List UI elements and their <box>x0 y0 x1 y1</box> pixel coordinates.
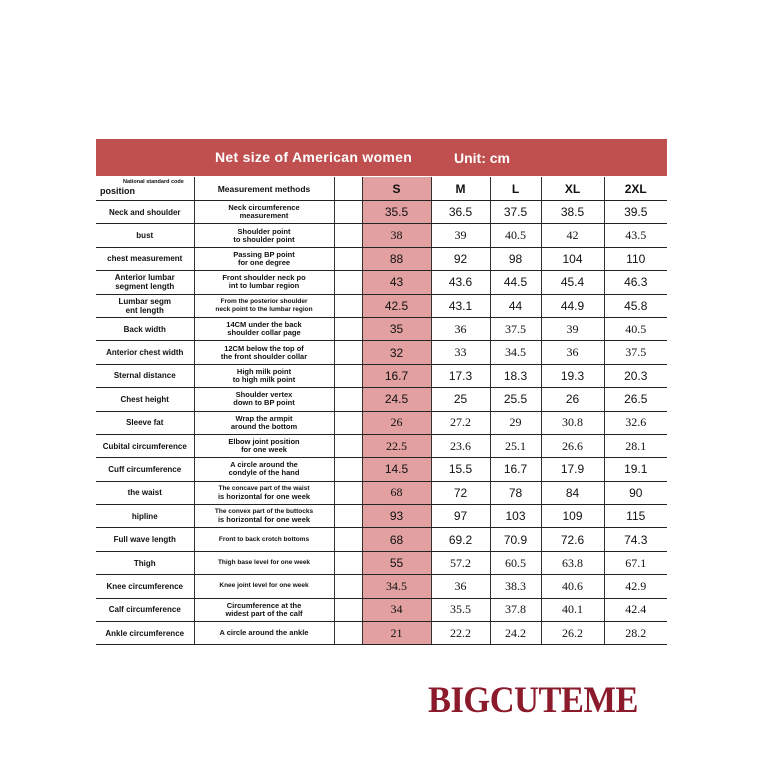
blank-cell <box>334 341 362 364</box>
value-cell-l: 34.5 <box>490 341 541 364</box>
value-cell-l: 18.3 <box>490 364 541 387</box>
method-cell <box>194 388 334 411</box>
value-cell-s: 21 <box>362 622 431 645</box>
value-cell-s: 24.5 <box>362 388 431 411</box>
method-text: Thigh base level for one week <box>217 559 311 567</box>
table-row <box>96 528 667 551</box>
position-cell <box>96 364 194 387</box>
position-cell <box>96 622 194 645</box>
position-label: Cuff circumference <box>108 464 182 474</box>
value-cell-xl: 44.9 <box>541 294 604 317</box>
method-text: Neck circumference <box>228 203 300 213</box>
value-cell-2xl: 37.5 <box>604 341 667 364</box>
value-cell-s: 35 <box>362 317 431 340</box>
chart-banner <box>96 139 667 176</box>
blank-cell <box>334 505 362 528</box>
position-cell <box>96 388 194 411</box>
value-cell-l: 37.5 <box>490 201 541 224</box>
method-text: Wrap the armpit <box>235 413 293 423</box>
position-label: Chest height <box>120 394 169 404</box>
method-cell <box>194 551 334 574</box>
method-cell <box>194 201 334 224</box>
size-header-s: S <box>362 177 431 201</box>
method-cell <box>194 458 334 481</box>
blank-cell <box>334 598 362 621</box>
table-row <box>96 598 667 621</box>
method-text: condyle of the hand <box>228 468 300 478</box>
value-cell-l: 103 <box>490 505 541 528</box>
position-cell <box>96 481 194 504</box>
method-cell <box>194 434 334 457</box>
value-cell-l: 44 <box>490 294 541 317</box>
blank-cell <box>334 247 362 270</box>
position-cell <box>96 271 194 294</box>
value-cell-m: 36 <box>431 317 490 340</box>
table-row <box>96 364 667 387</box>
method-cell <box>194 224 334 247</box>
table-row <box>96 551 667 574</box>
value-cell-s: 22.5 <box>362 434 431 457</box>
size-header-l: L <box>490 177 541 201</box>
blank-cell <box>334 271 362 294</box>
value-cell-m: 43.1 <box>431 294 490 317</box>
position-header: position <box>100 186 135 196</box>
value-cell-2xl: 28.1 <box>604 434 667 457</box>
position-label: Lumbar segm <box>118 296 171 306</box>
table-row <box>96 411 667 434</box>
method-text: Front shoulder neck po <box>222 273 306 283</box>
blank-cell <box>334 575 362 598</box>
value-cell-l: 78 <box>490 481 541 504</box>
value-cell-l: 25.1 <box>490 434 541 457</box>
value-cell-l: 16.7 <box>490 458 541 481</box>
value-cell-m: 39 <box>431 224 490 247</box>
value-cell-m: 69.2 <box>431 528 490 551</box>
method-text: Circumference at the <box>226 600 302 610</box>
position-cell <box>96 598 194 621</box>
method-text: Knee joint level for one week <box>219 582 309 590</box>
value-cell-s: 34.5 <box>362 575 431 598</box>
value-cell-xl: 17.9 <box>541 458 604 481</box>
method-cell <box>194 575 334 598</box>
value-cell-2xl: 46.3 <box>604 271 667 294</box>
method-text: Front to back crotch bottoms <box>218 535 310 543</box>
position-cell <box>96 551 194 574</box>
method-text: High milk point <box>236 366 292 376</box>
position-cell <box>96 317 194 340</box>
blank-cell <box>334 224 362 247</box>
value-cell-m: 33 <box>431 341 490 364</box>
value-cell-2xl: 39.5 <box>604 201 667 224</box>
position-label: Sternal distance <box>113 371 176 381</box>
table-row <box>96 622 667 645</box>
value-cell-2xl: 19.1 <box>604 458 667 481</box>
table-row <box>96 271 667 294</box>
table-row <box>96 341 667 364</box>
value-cell-m: 17.3 <box>431 364 490 387</box>
method-text: is horizontal for one week <box>217 491 311 501</box>
method-cell <box>194 481 334 504</box>
value-cell-xl: 19.3 <box>541 364 604 387</box>
method-text: Passing BP point <box>233 249 295 259</box>
value-cell-2xl: 74.3 <box>604 528 667 551</box>
value-cell-s: 42.5 <box>362 294 431 317</box>
table-row <box>96 575 667 598</box>
position-label: segment length <box>115 282 175 292</box>
blank-cell <box>334 528 362 551</box>
position-cell <box>96 575 194 598</box>
value-cell-l: 60.5 <box>490 551 541 574</box>
method-text: measurement <box>239 211 289 221</box>
value-cell-2xl: 45.8 <box>604 294 667 317</box>
method-text: A circle around the ankle <box>219 628 309 638</box>
method-cell <box>194 317 334 340</box>
value-cell-m: 36.5 <box>431 201 490 224</box>
method-text: to shoulder point <box>233 234 295 244</box>
method-cell <box>194 247 334 270</box>
value-cell-xl: 40.6 <box>541 575 604 598</box>
value-cell-m: 35.5 <box>431 598 490 621</box>
method-text: A circle around the <box>230 460 298 470</box>
position-cell <box>96 294 194 317</box>
position-label: hipline <box>131 511 158 521</box>
national-code-label: National standard code <box>123 179 184 185</box>
chart-title: Net size of American women <box>215 149 413 165</box>
position-cell <box>96 411 194 434</box>
value-cell-m: 72 <box>431 481 490 504</box>
method-text: is horizontal for one week <box>217 515 311 525</box>
value-cell-xl: 26.2 <box>541 622 604 645</box>
method-text: around the bottom <box>230 421 298 431</box>
value-cell-xl: 38.5 <box>541 201 604 224</box>
position-label: Knee circumference <box>106 581 183 591</box>
value-cell-l: 38.3 <box>490 575 541 598</box>
method-text: The concave part of the waist <box>218 484 310 492</box>
value-cell-s: 55 <box>362 551 431 574</box>
method-cell <box>194 294 334 317</box>
method-text: From the posterior shoulder <box>220 297 308 305</box>
method-cell <box>194 364 334 387</box>
value-cell-m: 23.6 <box>431 434 490 457</box>
method-text: The convex part of the buttocks <box>214 508 314 516</box>
value-cell-2xl: 115 <box>604 505 667 528</box>
blank-cell <box>334 388 362 411</box>
value-cell-2xl: 28.2 <box>604 622 667 645</box>
table-row <box>96 317 667 340</box>
value-cell-2xl: 26.5 <box>604 388 667 411</box>
value-cell-xl: 45.4 <box>541 271 604 294</box>
blank-cell <box>334 551 362 574</box>
value-cell-xl: 36 <box>541 341 604 364</box>
value-cell-2xl: 67.1 <box>604 551 667 574</box>
size-header-xl: XL <box>541 177 604 201</box>
value-cell-2xl: 42.9 <box>604 575 667 598</box>
value-cell-m: 43.6 <box>431 271 490 294</box>
methods-header: Measurement methods <box>194 177 334 201</box>
value-cell-s: 93 <box>362 505 431 528</box>
value-cell-xl: 30.8 <box>541 411 604 434</box>
value-cell-s: 35.5 <box>362 201 431 224</box>
blank-cell <box>334 434 362 457</box>
position-label: the waist <box>127 488 162 498</box>
value-cell-m: 57.2 <box>431 551 490 574</box>
value-cell-xl: 39 <box>541 317 604 340</box>
value-cell-xl: 40.1 <box>541 598 604 621</box>
method-cell <box>194 505 334 528</box>
position-cell <box>96 201 194 224</box>
value-cell-s: 38 <box>362 224 431 247</box>
method-text: Shoulder point <box>237 226 291 236</box>
position-cell <box>96 505 194 528</box>
method-text: Shoulder vertex <box>235 390 293 400</box>
blank-cell <box>334 294 362 317</box>
brand-logo: BIGCUTEME <box>428 680 638 721</box>
blank-cell <box>334 458 362 481</box>
value-cell-xl: 72.6 <box>541 528 604 551</box>
value-cell-l: 98 <box>490 247 541 270</box>
value-cell-m: 22.2 <box>431 622 490 645</box>
blank-cell <box>334 481 362 504</box>
value-cell-2xl: 43.5 <box>604 224 667 247</box>
table-row <box>96 201 667 224</box>
table-row <box>96 294 667 317</box>
method-text: Elbow joint position <box>228 437 300 447</box>
blank-cell <box>334 201 362 224</box>
table-row <box>96 458 667 481</box>
value-cell-s: 14.5 <box>362 458 431 481</box>
value-cell-xl: 109 <box>541 505 604 528</box>
value-cell-2xl: 90 <box>604 481 667 504</box>
size-header-2xl: 2XL <box>604 177 667 201</box>
value-cell-m: 36 <box>431 575 490 598</box>
position-cell <box>96 458 194 481</box>
method-cell <box>194 411 334 434</box>
position-label: Thigh <box>133 558 156 568</box>
value-cell-xl: 42 <box>541 224 604 247</box>
value-cell-l: 70.9 <box>490 528 541 551</box>
value-cell-l: 24.2 <box>490 622 541 645</box>
table-row <box>96 481 667 504</box>
position-label: Neck and shoulder <box>108 207 181 217</box>
method-text: down to BP point <box>233 398 295 408</box>
blank-header-cell <box>334 177 362 201</box>
value-cell-m: 27.2 <box>431 411 490 434</box>
value-cell-xl: 104 <box>541 247 604 270</box>
position-label: chest measurement <box>107 254 183 264</box>
value-cell-l: 44.5 <box>490 271 541 294</box>
method-text: int to lumbar region <box>228 281 300 291</box>
value-cell-s: 16.7 <box>362 364 431 387</box>
position-label: ent length <box>125 305 164 315</box>
method-cell <box>194 528 334 551</box>
value-cell-s: 68 <box>362 528 431 551</box>
position-label: Ankle circumference <box>105 628 185 638</box>
position-label: Anterior chest width <box>106 348 184 358</box>
value-cell-m: 92 <box>431 247 490 270</box>
table-row <box>96 224 667 247</box>
size-table <box>96 177 667 645</box>
position-label: bust <box>136 231 154 241</box>
position-label: Sleeve fat <box>126 418 164 428</box>
position-label: Full wave length <box>113 535 176 545</box>
value-cell-s: 88 <box>362 247 431 270</box>
header-row <box>96 177 667 201</box>
value-cell-2xl: 40.5 <box>604 317 667 340</box>
method-text: the front shoulder collar <box>220 351 308 361</box>
method-cell <box>194 341 334 364</box>
method-text: for one week <box>241 445 287 455</box>
table-row <box>96 247 667 270</box>
position-cell <box>96 434 194 457</box>
value-cell-l: 29 <box>490 411 541 434</box>
value-cell-l: 37.8 <box>490 598 541 621</box>
value-cell-s: 68 <box>362 481 431 504</box>
size-header-m: M <box>431 177 490 201</box>
method-text: widest part of the calf <box>225 608 303 618</box>
value-cell-xl: 63.8 <box>541 551 604 574</box>
method-cell <box>194 622 334 645</box>
table-row <box>96 388 667 411</box>
value-cell-2xl: 110 <box>604 247 667 270</box>
value-cell-s: 32 <box>362 341 431 364</box>
value-cell-m: 25 <box>431 388 490 411</box>
value-cell-2xl: 32.6 <box>604 411 667 434</box>
value-cell-m: 97 <box>431 505 490 528</box>
position-cell <box>96 224 194 247</box>
method-text: for one degree <box>237 257 291 267</box>
method-text: 14CM under the back <box>226 320 302 330</box>
blank-cell <box>334 411 362 434</box>
position-label: Anterior lumbar <box>114 273 175 283</box>
position-label: Back width <box>123 324 166 334</box>
blank-cell <box>334 364 362 387</box>
value-cell-2xl: 20.3 <box>604 364 667 387</box>
method-text: neck point to the lumbar region <box>215 305 313 313</box>
table-row <box>96 505 667 528</box>
blank-cell <box>334 317 362 340</box>
value-cell-l: 25.5 <box>490 388 541 411</box>
method-text: 12CM below the top of <box>224 343 304 353</box>
method-text: shoulder collar page <box>227 328 301 338</box>
value-cell-s: 26 <box>362 411 431 434</box>
position-cell <box>96 247 194 270</box>
value-cell-l: 40.5 <box>490 224 541 247</box>
size-chart <box>96 139 667 645</box>
position-cell <box>96 528 194 551</box>
value-cell-xl: 26 <box>541 388 604 411</box>
method-cell <box>194 598 334 621</box>
value-cell-2xl: 42.4 <box>604 598 667 621</box>
position-label: Cubital circumference <box>102 441 187 451</box>
value-cell-xl: 26.6 <box>541 434 604 457</box>
position-label: Calf circumference <box>108 605 181 615</box>
value-cell-s: 43 <box>362 271 431 294</box>
method-text: to high milk point <box>232 374 296 384</box>
blank-cell <box>334 622 362 645</box>
value-cell-xl: 84 <box>541 481 604 504</box>
value-cell-s: 34 <box>362 598 431 621</box>
value-cell-m: 15.5 <box>431 458 490 481</box>
position-header-cell <box>96 177 194 201</box>
chart-unit: Unit: cm <box>454 150 510 166</box>
table-row <box>96 434 667 457</box>
method-cell <box>194 271 334 294</box>
value-cell-l: 37.5 <box>490 317 541 340</box>
position-cell <box>96 341 194 364</box>
